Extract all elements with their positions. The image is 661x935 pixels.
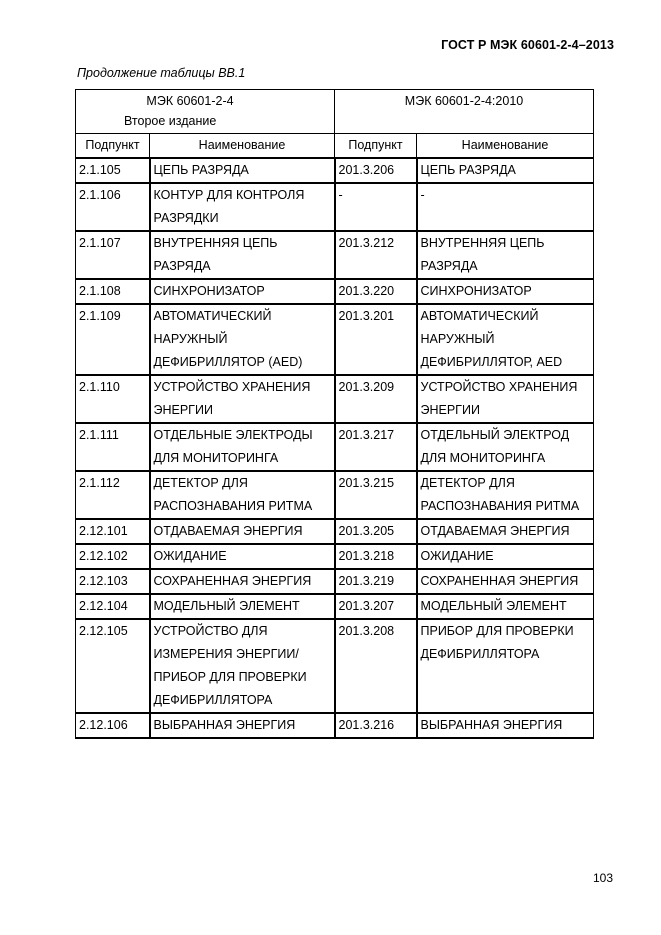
- group-header-right: [335, 90, 594, 134]
- name-old-cell: УСТРОЙСТВО ХРАНЕНИЯ ЭНЕРГИИ: [150, 375, 335, 423]
- correspondence-table: [75, 89, 594, 739]
- subclause-new-cell: 201.3.207: [335, 594, 417, 619]
- name-old-cell: КОНТУР ДЛЯ КОНТРОЛЯ РАЗРЯДКИ: [150, 183, 335, 231]
- subclause-new-cell: 201.3.209: [335, 375, 417, 423]
- name-old-cell: АВТОМАТИЧЕСКИЙ НАРУЖНЫЙ ДЕФИБРИЛЛЯТОР (AED): [150, 304, 335, 375]
- table-row: [76, 158, 594, 183]
- subclause-old-cell: 2.1.111: [76, 423, 150, 471]
- subclause-new-cell: 201.3.215: [335, 471, 417, 519]
- page-number: 103: [592, 871, 613, 885]
- name-new-cell: ЦЕПЬ РАЗРЯДА: [417, 158, 594, 183]
- table-row: [76, 471, 594, 519]
- subclause-new-cell: 201.3.206: [335, 158, 417, 183]
- name-new-cell: -: [417, 183, 594, 231]
- subclause-new-cell: 201.3.219: [335, 569, 417, 594]
- table-row: [76, 619, 594, 713]
- table-row: [76, 183, 594, 231]
- name-old-cell: МОДЕЛЬНЫЙ ЭЛЕМЕНТ: [150, 594, 335, 619]
- subclause-new-cell: 201.3.205: [335, 519, 417, 544]
- name-old-cell: ВЫБРАННАЯ ЭНЕРГИЯ: [150, 713, 335, 738]
- subclause-new-cell: 201.3.218: [335, 544, 417, 569]
- name-new-cell: ОТДАВАЕМАЯ ЭНЕРГИЯ: [417, 519, 594, 544]
- name-old-cell: ОТДАВАЕМАЯ ЭНЕРГИЯ: [150, 519, 335, 544]
- table-row: [76, 279, 594, 304]
- subclause-new-cell: -: [335, 183, 417, 231]
- name-new-cell: ВНУТРЕННЯЯ ЦЕПЬ РАЗРЯДА: [417, 231, 594, 279]
- column-header-subclause-right: Подпункт: [335, 134, 417, 159]
- name-new-cell: СИНХРОНИЗАТОР: [417, 279, 594, 304]
- name-new-cell: ВЫБРАННАЯ ЭНЕРГИЯ: [417, 713, 594, 738]
- subclause-old-cell: 2.1.110: [76, 375, 150, 423]
- group-left-title: МЭК 60601-2-4: [146, 94, 234, 108]
- table-row: [76, 375, 594, 423]
- subclause-old-cell: 2.1.109: [76, 304, 150, 375]
- table-row: [76, 423, 594, 471]
- subclause-new-cell: 201.3.220: [335, 279, 417, 304]
- subclause-old-cell: 2.12.104: [76, 594, 150, 619]
- subclause-old-cell: 2.1.108: [76, 279, 150, 304]
- name-old-cell: ДЕТЕКТОР ДЛЯ РАСПОЗНАВАНИЯ РИТМА: [150, 471, 335, 519]
- subclause-new-cell: 201.3.201: [335, 304, 417, 375]
- name-new-cell: ДЕТЕКТОР ДЛЯ РАСПОЗНАВАНИЯ РИТМА: [417, 471, 594, 519]
- name-new-cell: ОЖИДАНИЕ: [417, 544, 594, 569]
- table-row: [76, 231, 594, 279]
- name-old-cell: СИНХРОНИЗАТОР: [150, 279, 335, 304]
- table-row: [76, 544, 594, 569]
- name-old-cell: ОЖИДАНИЕ: [150, 544, 335, 569]
- name-new-cell: МОДЕЛЬНЫЙ ЭЛЕМЕНТ: [417, 594, 594, 619]
- subclause-old-cell: 2.1.112: [76, 471, 150, 519]
- name-new-cell: ОТДЕЛЬНЫЙ ЭЛЕКТРОД ДЛЯ МОНИТОРИНГА: [417, 423, 594, 471]
- subclause-old-cell: 2.1.107: [76, 231, 150, 279]
- table-row: [76, 594, 594, 619]
- table-row: [76, 304, 594, 375]
- group-right-title: МЭК 60601-2-4:2010: [404, 94, 524, 108]
- subclause-old-cell: 2.12.101: [76, 519, 150, 544]
- subclause-new-cell: 201.3.212: [335, 231, 417, 279]
- subclause-old-cell: 2.1.105: [76, 158, 150, 183]
- name-new-cell: ПРИБОР ДЛЯ ПРОВЕРКИ ДЕФИБРИЛЛЯТОРА: [417, 619, 594, 713]
- subclause-old-cell: 2.12.106: [76, 713, 150, 738]
- standard-header: ГОСТ Р МЭК 60601-2-4–2013: [441, 38, 614, 52]
- subclause-old-cell: 2.12.105: [76, 619, 150, 713]
- column-header-subclause-left: Подпункт: [76, 134, 150, 159]
- subclause-new-cell: 201.3.208: [335, 619, 417, 713]
- table-row: [76, 713, 594, 738]
- name-old-cell: ЦЕПЬ РАЗРЯДА: [150, 158, 335, 183]
- subclause-old-cell: 2.1.106: [76, 183, 150, 231]
- table-row: [76, 519, 594, 544]
- name-old-cell: ВНУТРЕННЯЯ ЦЕПЬ РАЗРЯДА: [150, 231, 335, 279]
- name-new-cell: УСТРОЙСТВО ХРАНЕНИЯ ЭНЕРГИИ: [417, 375, 594, 423]
- subclause-new-cell: 201.3.217: [335, 423, 417, 471]
- table-row: [76, 569, 594, 594]
- group-left-subtitle: Второе издание: [124, 114, 217, 128]
- column-header-name-right: Наименование: [417, 134, 594, 159]
- name-old-cell: УСТРОЙСТВО ДЛЯ ИЗМЕРЕНИЯ ЭНЕРГИИ/ПРИБОР ДЛЯ ПРОВЕРКИ ДЕФИБРИЛЛЯТОРА: [150, 619, 335, 713]
- name-old-cell: СОХРАНЕННАЯ ЭНЕРГИЯ: [150, 569, 335, 594]
- table-caption: Продолжение таблицы ВВ.1: [77, 66, 246, 80]
- name-new-cell: АВТОМАТИЧЕСКИЙ НАРУЖНЫЙ ДЕФИБРИЛЛЯТОР, AED: [417, 304, 594, 375]
- group-header-left: [76, 90, 335, 134]
- name-new-cell: СОХРАНЕННАЯ ЭНЕРГИЯ: [417, 569, 594, 594]
- subclause-old-cell: 2.12.103: [76, 569, 150, 594]
- name-old-cell: ОТДЕЛЬНЫЕ ЭЛЕКТРОДЫ ДЛЯ МОНИТОРИНГА: [150, 423, 335, 471]
- subclause-new-cell: 201.3.216: [335, 713, 417, 738]
- subclause-old-cell: 2.12.102: [76, 544, 150, 569]
- column-header-name-left: Наименование: [150, 134, 335, 159]
